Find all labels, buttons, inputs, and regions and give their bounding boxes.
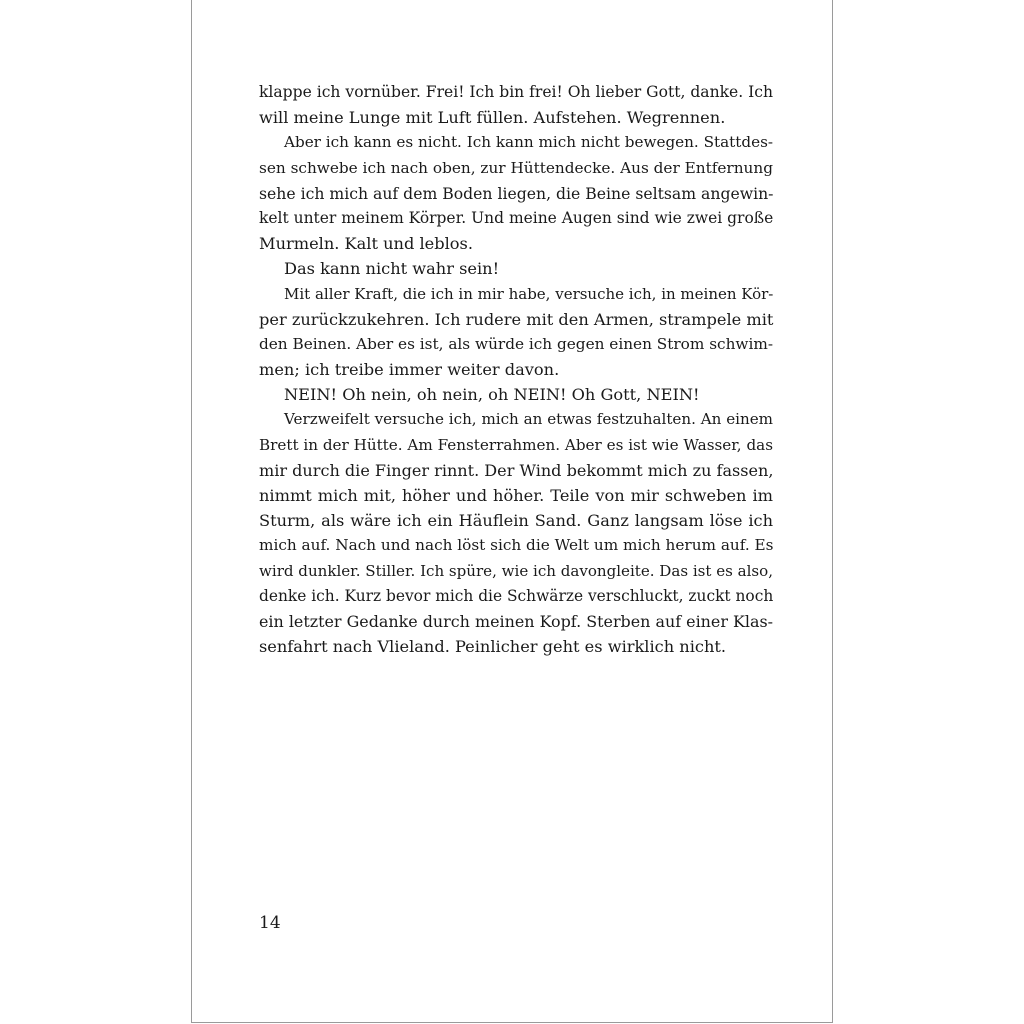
book-page xyxy=(191,0,833,1023)
text-line: sehe ich mich auf dem Boden liegen, die Beine seltsam angewin- xyxy=(259,183,774,203)
text-line: Sturm, als wäre ich ein Häuflein Sand. Ganz langsam löse ich xyxy=(259,511,773,531)
text-line: men; ich treibe immer weiter davon. xyxy=(259,360,560,380)
text-line: ein letzter Gedanke durch meinen Kopf. Sterben auf einer Klas- xyxy=(259,611,773,631)
text-line: per zurückzukehren. Ich rudere mit den Armen, strampele mit xyxy=(259,309,774,329)
text-line: Brett in der Hütte. Am Fensterrahmen. Aber es ist wie Wasser, das xyxy=(259,435,773,454)
text-line: senfahrt nach Vlieland. Peinlicher geht es wirklich nicht. xyxy=(259,637,727,657)
text-line: will meine Lunge mit Luft füllen. Aufstehen. Wegrennen. xyxy=(259,108,726,128)
text-line: sen schwebe ich nach oben, zur Hüttendecke. Aus der Entfernung xyxy=(259,158,773,177)
text-line: Das kann nicht wahr sein! xyxy=(284,259,500,279)
text-line: klappe ich vornüber. Frei! Ich bin frei! Oh lieber Gott, danke. Ich xyxy=(259,83,773,101)
text-line: den Beinen. Aber es ist, als würde ich gegen einen Strom schwim- xyxy=(259,334,773,353)
text-line: wird dunkler. Stiller. Ich spüre, wie ich davongleite. Das ist es also, xyxy=(259,561,773,580)
body-text xyxy=(259,80,773,659)
text-line: Aber ich kann es nicht. Ich kann mich nicht bewegen. Stattdes- xyxy=(284,133,773,152)
text-line: mir durch die Finger rinnt. Der Wind bekommt mich zu fassen, xyxy=(259,460,774,480)
text-line: NEIN! Oh nein, oh nein, oh NEIN! Oh Gott, NEIN! xyxy=(284,385,700,405)
page-number: 14 xyxy=(259,913,281,933)
text-line: nimmt mich mit, höher und höher. Teile von mir schweben im xyxy=(259,486,773,505)
text-line: Verzweifelt versuche ich, mich an etwas festzuhalten. An einem xyxy=(284,410,773,429)
text-line: kelt unter meinem Körper. Und meine Augen sind wie zwei große xyxy=(259,208,774,227)
text-line: mich auf. Nach und nach löst sich die Welt um mich herum auf. Es xyxy=(259,536,774,555)
text-line: Murmeln. Kalt und leblos. xyxy=(259,234,473,254)
text-line: Mit aller Kraft, die ich in mir habe, versuche ich, in meinen Kör- xyxy=(284,284,774,303)
text-line: denke ich. Kurz bevor mich die Schwärze verschluckt, zuckt noch xyxy=(259,586,774,605)
